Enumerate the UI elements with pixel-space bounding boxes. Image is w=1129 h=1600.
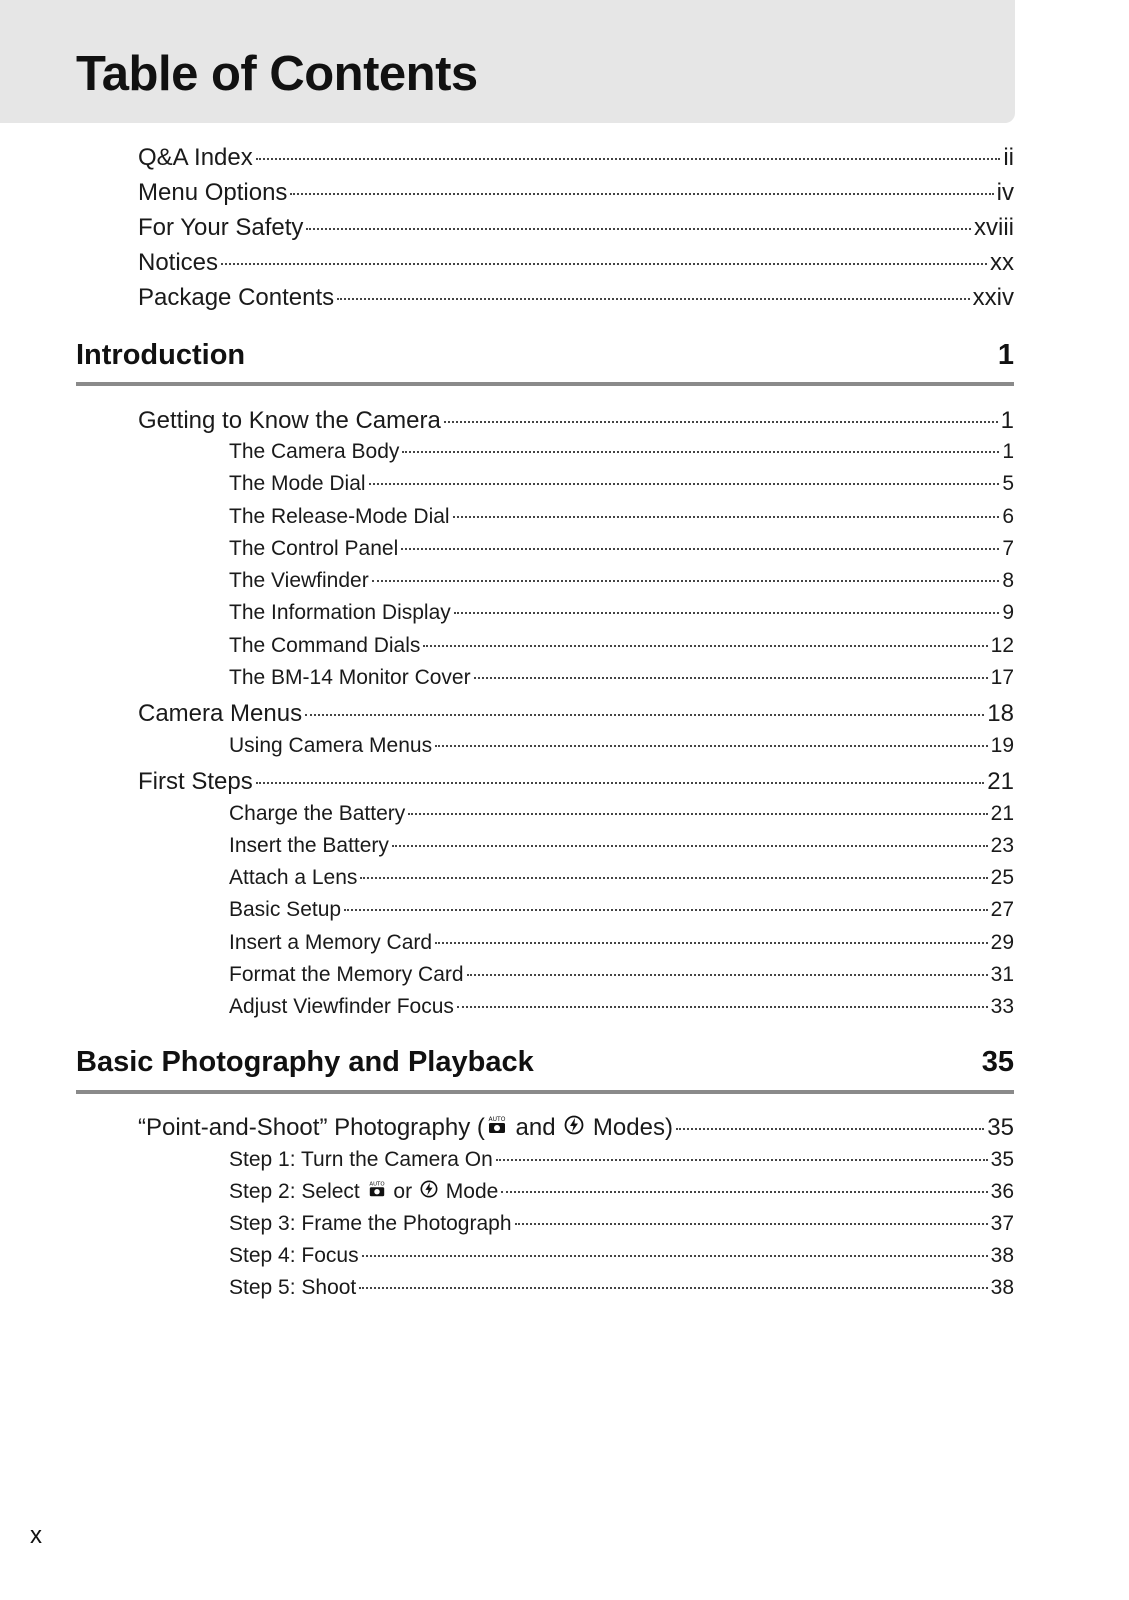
toc-entry-label: Using Camera Menus [229,734,433,757]
leader-dots [501,1191,987,1193]
label-part: Modes) [586,1114,673,1141]
toc-entry-label: The Control Panel [229,537,399,560]
leader-dots [337,298,970,300]
toc-entry[interactable] [138,214,1014,242]
label-part: and [508,1114,563,1141]
leader-dots [435,745,988,747]
leader-dots [496,1159,988,1161]
label-part: “Point-and-Shoot” Photography ( [138,1114,485,1141]
leader-dots [676,1128,984,1130]
toc-entry[interactable] [138,768,1014,796]
flash-off-mode-icon [420,1180,438,1198]
toc-subentry[interactable] [229,802,1014,826]
toc-entry-label [138,1114,673,1142]
toc-subentry[interactable] [229,666,1014,690]
toc-subentry[interactable] [229,1148,1014,1172]
toc-entry[interactable] [138,407,1014,435]
toc-entry-label: Attach a Lens [229,866,358,889]
toc-entry-page: 21 [987,768,1014,795]
leader-dots [360,877,987,879]
toc-entry-page: 35 [990,1148,1014,1171]
leader-dots [474,677,988,679]
section-page: 35 [981,1046,1014,1078]
leader-dots [453,516,1000,518]
toc-entry-page: 17 [990,666,1014,689]
toc-entry-label: The Release-Mode Dial [229,505,450,528]
leader-dots [256,158,1001,160]
toc-entry-page: 12 [990,634,1014,657]
toc-entry-label: Notices [138,249,219,276]
toc-entry-label: For Your Safety [138,214,304,241]
toc-subentry[interactable] [229,440,1014,464]
toc-entry-page: 33 [990,995,1014,1018]
toc-entry-label: Getting to Know the Camera [138,407,441,434]
toc-entry-page: 31 [990,963,1014,986]
toc-entry-label: Camera Menus [138,700,303,727]
leader-dots [359,1287,987,1289]
page-number: x [30,1522,42,1549]
toc-entry-label: Q&A Index [138,144,253,171]
toc-entry-label: Menu Options [138,179,288,206]
leader-dots [305,714,984,716]
label-part: Step 2: Select [229,1180,366,1203]
toc-entry[interactable] [138,144,1014,172]
toc-entry-page: 1 [1002,440,1014,463]
toc-entry-page: 23 [990,834,1014,857]
toc-subentry[interactable] [229,601,1014,625]
toc-entry-label: Insert the Battery [229,834,389,857]
title-band [0,0,1015,123]
toc-subentry[interactable] [229,834,1014,858]
section-title: Basic Photography and Playback [76,1046,534,1078]
toc-entry[interactable] [138,1114,1014,1142]
flash-off-mode-icon [564,1115,584,1135]
leader-dots [256,782,985,784]
toc-entry[interactable] [138,249,1014,277]
page-title: Table of Contents [76,47,478,101]
toc-subentry[interactable] [229,866,1014,890]
label-part: or [387,1180,418,1203]
leader-dots [467,974,988,976]
toc-entry-label: The BM-14 Monitor Cover [229,666,471,689]
section-rule [76,382,1014,386]
toc-entry-page: 18 [987,700,1014,727]
toc-entry[interactable] [138,179,1014,207]
leader-dots [306,228,971,230]
toc-subentry[interactable] [229,898,1014,922]
toc-subentry[interactable] [229,634,1014,658]
leader-dots [515,1223,988,1225]
toc-entry-page: 37 [990,1212,1014,1235]
leader-dots [454,612,1000,614]
toc-entry-page: xx [990,249,1014,276]
leader-dots [369,483,1000,485]
toc-entry-label: Step 1: Turn the Camera On [229,1148,493,1171]
toc-entry-page: ii [1003,144,1014,171]
leader-dots [402,451,999,453]
toc-subentry[interactable] [229,1180,1014,1204]
toc-entry-label [229,1180,498,1204]
toc-entry-label: Adjust Viewfinder Focus [229,995,454,1018]
section-heading-basic-photography[interactable] [76,1046,1014,1079]
toc-entry[interactable] [138,284,1014,312]
toc-subentry[interactable] [229,734,1014,758]
toc-entry-label: Package Contents [138,284,335,311]
toc-entry-label: First Steps [138,768,253,795]
toc-entry-page: 9 [1002,601,1014,624]
toc-entry[interactable] [138,700,1014,728]
toc-entry-label: Format the Memory Card [229,963,464,986]
toc-entry-page: xviii [974,214,1014,241]
leader-dots [457,1006,988,1008]
section-page: 1 [997,339,1014,371]
svg-text:AUTO: AUTO [369,1181,385,1188]
section-rule [76,1090,1014,1094]
section-heading-introduction[interactable] [76,339,1014,372]
section-title: Introduction [76,339,246,371]
svg-text:AUTO: AUTO [488,1116,506,1123]
leader-dots [372,580,1000,582]
toc-entry-label: Step 5: Shoot [229,1276,357,1299]
leader-dots [362,1255,988,1257]
toc-entry-label: Charge the Battery [229,802,406,825]
toc-entry-label: Insert a Memory Card [229,931,433,954]
toc-subentry[interactable] [229,1276,1014,1300]
toc-entry-label: Step 3: Frame the Photograph [229,1212,512,1235]
toc-entry-page: 6 [1002,505,1014,528]
toc-entry-page: 38 [990,1276,1014,1299]
toc-subentry[interactable] [229,931,1014,955]
toc-entry-page: 38 [990,1244,1014,1267]
toc-subentry[interactable] [229,537,1014,561]
toc-entry-page: 35 [987,1114,1014,1141]
leader-dots [392,845,988,847]
toc-subentry[interactable] [229,569,1014,593]
toc-subentry[interactable] [229,963,1014,987]
toc-entry-page: 21 [990,802,1014,825]
toc-entry-label: Step 4: Focus [229,1244,359,1267]
toc-entry-page: 1 [1000,407,1014,434]
toc-entry-page: 5 [1002,472,1014,495]
auto-mode-icon [487,1115,507,1135]
toc-subentry[interactable] [229,472,1014,496]
leader-dots [344,909,988,911]
toc-entry-page: 8 [1002,569,1014,592]
toc-subentry[interactable] [229,1244,1014,1268]
toc-entry-label: The Camera Body [229,440,400,463]
toc-entry-page: 36 [990,1180,1014,1203]
leader-dots [423,645,987,647]
leader-dots [221,263,987,265]
leader-dots [408,813,987,815]
toc-subentry[interactable] [229,995,1014,1019]
toc-entry-page: 19 [990,734,1014,757]
leader-dots [290,193,993,195]
toc-entry-page: 7 [1002,537,1014,560]
leader-dots [401,548,999,550]
toc-entry-page: 29 [990,931,1014,954]
toc-entry-label: Basic Setup [229,898,342,921]
toc-entry-page: xxiv [972,284,1014,311]
toc-entry-page: 27 [990,898,1014,921]
toc-entry-label: The Viewfinder [229,569,369,592]
toc-entry-label: The Mode Dial [229,472,366,495]
toc-entry-label: The Command Dials [229,634,421,657]
toc-subentry[interactable] [229,505,1014,529]
toc-entry-page: 25 [990,866,1014,889]
label-part: Mode [439,1180,499,1203]
toc-subentry[interactable] [229,1212,1014,1236]
toc-entry-label: The Information Display [229,601,451,624]
auto-mode-icon [368,1180,386,1198]
toc-entry-page: iv [996,179,1014,206]
leader-dots [435,942,988,944]
leader-dots [444,421,998,423]
